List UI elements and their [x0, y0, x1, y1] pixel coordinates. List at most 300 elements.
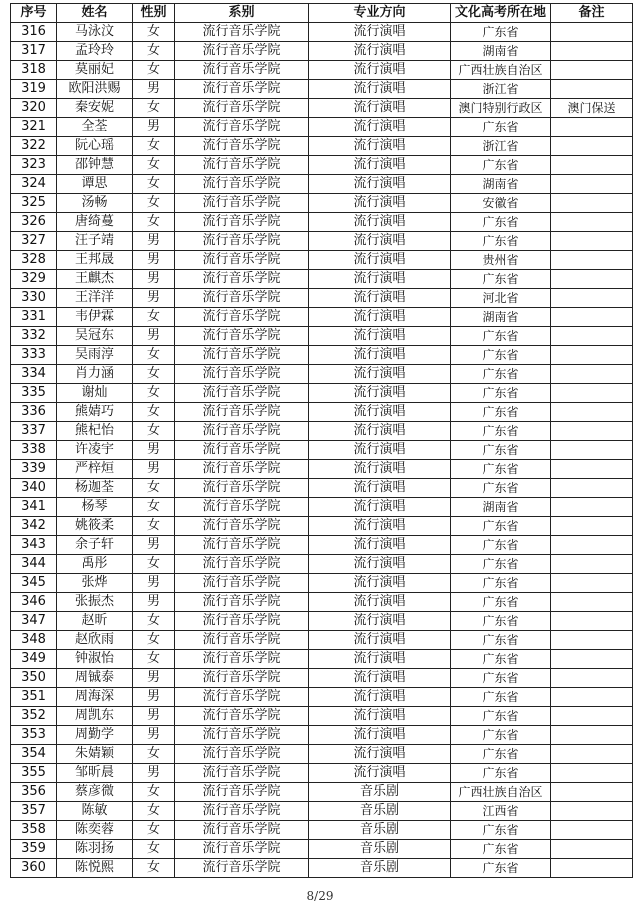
cell-gender: 男 — [133, 289, 175, 308]
cell-index: 324 — [11, 175, 57, 194]
cell-gender: 女 — [133, 403, 175, 422]
cell-department: 流行音乐学院 — [175, 593, 309, 612]
cell-exam-location: 广东省 — [451, 156, 551, 175]
cell-remarks — [551, 669, 633, 688]
cell-name: 姚筱柔 — [57, 517, 133, 536]
cell-name: 钟淑怡 — [57, 650, 133, 669]
table-row — [11, 118, 633, 137]
cell-index: 321 — [11, 118, 57, 137]
cell-index: 328 — [11, 251, 57, 270]
cell-index: 335 — [11, 384, 57, 403]
cell-exam-location: 广东省 — [451, 631, 551, 650]
table-body — [11, 23, 633, 878]
cell-index: 333 — [11, 346, 57, 365]
cell-major: 流行演唱 — [309, 99, 451, 118]
cell-gender: 男 — [133, 251, 175, 270]
cell-exam-location: 广东省 — [451, 840, 551, 859]
cell-major: 流行演唱 — [309, 574, 451, 593]
table-row — [11, 498, 633, 517]
header-name: 姓名 — [57, 4, 133, 23]
cell-department: 流行音乐学院 — [175, 156, 309, 175]
cell-index: 360 — [11, 859, 57, 878]
cell-remarks — [551, 479, 633, 498]
cell-exam-location: 湖南省 — [451, 498, 551, 517]
cell-major: 流行演唱 — [309, 460, 451, 479]
cell-department: 流行音乐学院 — [175, 346, 309, 365]
cell-name: 秦安妮 — [57, 99, 133, 118]
cell-gender: 女 — [133, 802, 175, 821]
cell-index: 317 — [11, 42, 57, 61]
cell-department: 流行音乐学院 — [175, 555, 309, 574]
cell-major: 流行演唱 — [309, 441, 451, 460]
cell-gender: 女 — [133, 42, 175, 61]
cell-remarks — [551, 612, 633, 631]
table-row — [11, 612, 633, 631]
cell-index: 359 — [11, 840, 57, 859]
cell-major: 流行演唱 — [309, 137, 451, 156]
cell-gender: 女 — [133, 479, 175, 498]
cell-name: 吴冠东 — [57, 327, 133, 346]
cell-remarks — [551, 802, 633, 821]
cell-department: 流行音乐学院 — [175, 650, 309, 669]
cell-exam-location: 广东省 — [451, 764, 551, 783]
cell-gender: 女 — [133, 365, 175, 384]
cell-name: 陈奕蓉 — [57, 821, 133, 840]
cell-exam-location: 广东省 — [451, 859, 551, 878]
table-row — [11, 460, 633, 479]
cell-gender: 女 — [133, 517, 175, 536]
cell-department: 流行音乐学院 — [175, 783, 309, 802]
cell-gender: 女 — [133, 61, 175, 80]
cell-name: 周凯东 — [57, 707, 133, 726]
cell-name: 阮心瑶 — [57, 137, 133, 156]
table-row — [11, 137, 633, 156]
table-row — [11, 479, 633, 498]
cell-name: 王洋洋 — [57, 289, 133, 308]
cell-gender: 女 — [133, 555, 175, 574]
cell-name: 张振杰 — [57, 593, 133, 612]
cell-exam-location: 浙江省 — [451, 80, 551, 99]
cell-gender: 女 — [133, 631, 175, 650]
table-row — [11, 726, 633, 745]
cell-remarks — [551, 574, 633, 593]
cell-department: 流行音乐学院 — [175, 327, 309, 346]
cell-remarks — [551, 308, 633, 327]
table-row — [11, 650, 633, 669]
cell-name: 朱婧颖 — [57, 745, 133, 764]
cell-gender: 女 — [133, 99, 175, 118]
table-row — [11, 783, 633, 802]
cell-name: 邵钟慧 — [57, 156, 133, 175]
cell-index: 319 — [11, 80, 57, 99]
cell-index: 326 — [11, 213, 57, 232]
cell-major: 流行演唱 — [309, 517, 451, 536]
cell-exam-location: 湖南省 — [451, 175, 551, 194]
cell-exam-location: 广东省 — [451, 232, 551, 251]
cell-major: 流行演唱 — [309, 612, 451, 631]
cell-remarks — [551, 289, 633, 308]
table-row — [11, 232, 633, 251]
cell-remarks — [551, 650, 633, 669]
cell-remarks — [551, 745, 633, 764]
table-row — [11, 574, 633, 593]
cell-name: 孟玲玲 — [57, 42, 133, 61]
cell-department: 流行音乐学院 — [175, 403, 309, 422]
cell-major: 流行演唱 — [309, 631, 451, 650]
cell-remarks — [551, 460, 633, 479]
cell-major: 音乐剧 — [309, 859, 451, 878]
cell-gender: 男 — [133, 574, 175, 593]
cell-index: 356 — [11, 783, 57, 802]
table-row — [11, 365, 633, 384]
cell-remarks — [551, 688, 633, 707]
cell-major: 音乐剧 — [309, 840, 451, 859]
cell-name: 汤畅 — [57, 194, 133, 213]
cell-exam-location: 广东省 — [451, 384, 551, 403]
cell-remarks — [551, 422, 633, 441]
table-header-row — [11, 4, 633, 23]
cell-remarks — [551, 764, 633, 783]
table-row — [11, 289, 633, 308]
cell-gender: 女 — [133, 308, 175, 327]
table-row — [11, 80, 633, 99]
cell-gender: 男 — [133, 669, 175, 688]
cell-exam-location: 广东省 — [451, 650, 551, 669]
cell-department: 流行音乐学院 — [175, 612, 309, 631]
cell-index: 332 — [11, 327, 57, 346]
cell-index: 322 — [11, 137, 57, 156]
cell-department: 流行音乐学院 — [175, 840, 309, 859]
cell-gender: 女 — [133, 175, 175, 194]
cell-major: 流行演唱 — [309, 384, 451, 403]
cell-name: 余子轩 — [57, 536, 133, 555]
cell-major: 流行演唱 — [309, 707, 451, 726]
cell-department: 流行音乐学院 — [175, 707, 309, 726]
cell-exam-location: 贵州省 — [451, 251, 551, 270]
cell-exam-location: 广东省 — [451, 669, 551, 688]
cell-department: 流行音乐学院 — [175, 745, 309, 764]
cell-gender: 女 — [133, 137, 175, 156]
cell-remarks — [551, 346, 633, 365]
cell-gender: 女 — [133, 821, 175, 840]
table-row — [11, 327, 633, 346]
cell-name: 陈悦熙 — [57, 859, 133, 878]
cell-gender: 女 — [133, 840, 175, 859]
cell-department: 流行音乐学院 — [175, 289, 309, 308]
cell-remarks — [551, 61, 633, 80]
header-major: 专业方向 — [309, 4, 451, 23]
cell-exam-location: 澳门特别行政区 — [451, 99, 551, 118]
cell-name: 韦伊霖 — [57, 308, 133, 327]
cell-remarks — [551, 707, 633, 726]
cell-exam-location: 浙江省 — [451, 137, 551, 156]
cell-gender: 女 — [133, 384, 175, 403]
cell-name: 周勤学 — [57, 726, 133, 745]
cell-remarks — [551, 859, 633, 878]
cell-name: 周铖泰 — [57, 669, 133, 688]
cell-name: 唐绮蔓 — [57, 213, 133, 232]
table-row — [11, 688, 633, 707]
cell-major: 流行演唱 — [309, 403, 451, 422]
cell-gender: 女 — [133, 194, 175, 213]
cell-exam-location: 广东省 — [451, 745, 551, 764]
cell-major: 流行演唱 — [309, 327, 451, 346]
cell-remarks — [551, 403, 633, 422]
cell-remarks — [551, 631, 633, 650]
cell-exam-location: 广西壮族自治区 — [451, 783, 551, 802]
cell-major: 流行演唱 — [309, 536, 451, 555]
cell-remarks — [551, 726, 633, 745]
cell-gender: 男 — [133, 536, 175, 555]
cell-name: 全荃 — [57, 118, 133, 137]
cell-department: 流行音乐学院 — [175, 479, 309, 498]
cell-department: 流行音乐学院 — [175, 384, 309, 403]
cell-index: 348 — [11, 631, 57, 650]
cell-name: 熊婧巧 — [57, 403, 133, 422]
cell-gender: 男 — [133, 232, 175, 251]
cell-remarks — [551, 156, 633, 175]
cell-index: 354 — [11, 745, 57, 764]
cell-department: 流行音乐学院 — [175, 365, 309, 384]
cell-major: 流行演唱 — [309, 23, 451, 42]
cell-exam-location: 湖南省 — [451, 42, 551, 61]
cell-index: 347 — [11, 612, 57, 631]
cell-index: 325 — [11, 194, 57, 213]
cell-exam-location: 湖南省 — [451, 308, 551, 327]
table-row — [11, 346, 633, 365]
cell-department: 流行音乐学院 — [175, 137, 309, 156]
table-row — [11, 821, 633, 840]
cell-department: 流行音乐学院 — [175, 764, 309, 783]
cell-exam-location: 广东省 — [451, 403, 551, 422]
cell-major: 音乐剧 — [309, 821, 451, 840]
cell-index: 341 — [11, 498, 57, 517]
cell-remarks — [551, 498, 633, 517]
cell-department: 流行音乐学院 — [175, 308, 309, 327]
cell-gender: 男 — [133, 118, 175, 137]
table-row — [11, 42, 633, 61]
cell-remarks — [551, 384, 633, 403]
cell-exam-location: 广东省 — [451, 365, 551, 384]
cell-name: 马泳汶 — [57, 23, 133, 42]
cell-gender: 男 — [133, 327, 175, 346]
cell-remarks — [551, 536, 633, 555]
cell-remarks — [551, 175, 633, 194]
cell-gender: 男 — [133, 80, 175, 99]
table-row — [11, 308, 633, 327]
cell-name: 赵昕 — [57, 612, 133, 631]
cell-index: 339 — [11, 460, 57, 479]
cell-name: 陈羽扬 — [57, 840, 133, 859]
cell-index: 338 — [11, 441, 57, 460]
cell-department: 流行音乐学院 — [175, 232, 309, 251]
cell-index: 320 — [11, 99, 57, 118]
cell-exam-location: 河北省 — [451, 289, 551, 308]
cell-gender: 男 — [133, 764, 175, 783]
table-row — [11, 802, 633, 821]
cell-gender: 男 — [133, 270, 175, 289]
cell-name: 赵欣雨 — [57, 631, 133, 650]
cell-index: 349 — [11, 650, 57, 669]
cell-exam-location: 广东省 — [451, 422, 551, 441]
cell-major: 流行演唱 — [309, 156, 451, 175]
cell-major: 流行演唱 — [309, 669, 451, 688]
cell-name: 王邦晟 — [57, 251, 133, 270]
cell-major: 流行演唱 — [309, 365, 451, 384]
cell-name: 禹彤 — [57, 555, 133, 574]
cell-remarks — [551, 840, 633, 859]
cell-index: 344 — [11, 555, 57, 574]
cell-index: 316 — [11, 23, 57, 42]
cell-major: 流行演唱 — [309, 346, 451, 365]
cell-department: 流行音乐学院 — [175, 422, 309, 441]
cell-department: 流行音乐学院 — [175, 42, 309, 61]
cell-gender: 男 — [133, 707, 175, 726]
cell-name: 肖力涵 — [57, 365, 133, 384]
cell-major: 流行演唱 — [309, 232, 451, 251]
table-row — [11, 23, 633, 42]
cell-major: 流行演唱 — [309, 498, 451, 517]
cell-exam-location: 广东省 — [451, 327, 551, 346]
cell-gender: 女 — [133, 783, 175, 802]
cell-major: 流行演唱 — [309, 118, 451, 137]
cell-major: 流行演唱 — [309, 213, 451, 232]
cell-remarks: 澳门保送 — [551, 99, 633, 118]
cell-major: 流行演唱 — [309, 479, 451, 498]
page-number: 8/29 — [306, 889, 334, 903]
cell-remarks — [551, 194, 633, 213]
cell-index: 337 — [11, 422, 57, 441]
table-row — [11, 403, 633, 422]
cell-name: 周海深 — [57, 688, 133, 707]
cell-index: 353 — [11, 726, 57, 745]
cell-gender: 男 — [133, 441, 175, 460]
table-row — [11, 555, 633, 574]
cell-name: 谭思 — [57, 175, 133, 194]
cell-exam-location: 广东省 — [451, 612, 551, 631]
cell-exam-location: 广东省 — [451, 536, 551, 555]
cell-major: 流行演唱 — [309, 251, 451, 270]
cell-remarks — [551, 517, 633, 536]
cell-major: 流行演唱 — [309, 42, 451, 61]
cell-gender: 女 — [133, 498, 175, 517]
table-row — [11, 99, 633, 118]
table-row — [11, 213, 633, 232]
header-index: 序号 — [11, 4, 57, 23]
cell-name: 莫丽妃 — [57, 61, 133, 80]
cell-major: 流行演唱 — [309, 745, 451, 764]
cell-remarks — [551, 821, 633, 840]
cell-remarks — [551, 593, 633, 612]
cell-index: 323 — [11, 156, 57, 175]
cell-major: 流行演唱 — [309, 61, 451, 80]
cell-gender: 女 — [133, 156, 175, 175]
cell-index: 327 — [11, 232, 57, 251]
cell-name: 王麒杰 — [57, 270, 133, 289]
cell-index: 345 — [11, 574, 57, 593]
cell-remarks — [551, 783, 633, 802]
cell-name: 邹昕晨 — [57, 764, 133, 783]
cell-remarks — [551, 270, 633, 289]
table-row — [11, 745, 633, 764]
table-row — [11, 669, 633, 688]
cell-exam-location: 广西壮族自治区 — [451, 61, 551, 80]
cell-exam-location: 广东省 — [451, 346, 551, 365]
cell-name: 陈敏 — [57, 802, 133, 821]
cell-name: 张烨 — [57, 574, 133, 593]
cell-major: 音乐剧 — [309, 802, 451, 821]
header-gender: 性别 — [133, 4, 175, 23]
cell-major: 流行演唱 — [309, 422, 451, 441]
cell-remarks — [551, 232, 633, 251]
cell-department: 流行音乐学院 — [175, 726, 309, 745]
table-row — [11, 517, 633, 536]
cell-major: 流行演唱 — [309, 80, 451, 99]
cell-index: 336 — [11, 403, 57, 422]
cell-exam-location: 广东省 — [451, 517, 551, 536]
table-row — [11, 707, 633, 726]
cell-index: 340 — [11, 479, 57, 498]
cell-department: 流行音乐学院 — [175, 213, 309, 232]
cell-index: 318 — [11, 61, 57, 80]
table-row — [11, 156, 633, 175]
cell-remarks — [551, 555, 633, 574]
cell-department: 流行音乐学院 — [175, 460, 309, 479]
cell-name: 汪子靖 — [57, 232, 133, 251]
cell-index: 358 — [11, 821, 57, 840]
cell-gender: 女 — [133, 23, 175, 42]
cell-name: 谢灿 — [57, 384, 133, 403]
cell-index: 331 — [11, 308, 57, 327]
cell-index: 352 — [11, 707, 57, 726]
cell-exam-location: 广东省 — [451, 270, 551, 289]
cell-exam-location: 安徽省 — [451, 194, 551, 213]
cell-department: 流行音乐学院 — [175, 118, 309, 137]
cell-remarks — [551, 137, 633, 156]
cell-exam-location: 广东省 — [451, 726, 551, 745]
cell-remarks — [551, 251, 633, 270]
cell-name: 许凌宇 — [57, 441, 133, 460]
cell-exam-location: 广东省 — [451, 821, 551, 840]
cell-remarks — [551, 213, 633, 232]
cell-department: 流行音乐学院 — [175, 80, 309, 99]
cell-remarks — [551, 365, 633, 384]
cell-exam-location: 广东省 — [451, 479, 551, 498]
cell-department: 流行音乐学院 — [175, 859, 309, 878]
cell-department: 流行音乐学院 — [175, 270, 309, 289]
cell-gender: 男 — [133, 726, 175, 745]
cell-department: 流行音乐学院 — [175, 821, 309, 840]
admission-table — [10, 3, 633, 878]
table-row — [11, 859, 633, 878]
cell-name: 杨迦荃 — [57, 479, 133, 498]
cell-gender: 男 — [133, 593, 175, 612]
cell-name: 严梓烜 — [57, 460, 133, 479]
cell-index: 355 — [11, 764, 57, 783]
cell-index: 330 — [11, 289, 57, 308]
table-row — [11, 270, 633, 289]
cell-major: 流行演唱 — [309, 650, 451, 669]
cell-major: 音乐剧 — [309, 783, 451, 802]
cell-name: 蔡彦微 — [57, 783, 133, 802]
cell-exam-location: 广东省 — [451, 23, 551, 42]
header-exam-location: 文化高考所在地 — [451, 4, 551, 23]
cell-remarks — [551, 327, 633, 346]
cell-department: 流行音乐学院 — [175, 251, 309, 270]
cell-department: 流行音乐学院 — [175, 175, 309, 194]
cell-exam-location: 广东省 — [451, 213, 551, 232]
cell-major: 流行演唱 — [309, 764, 451, 783]
